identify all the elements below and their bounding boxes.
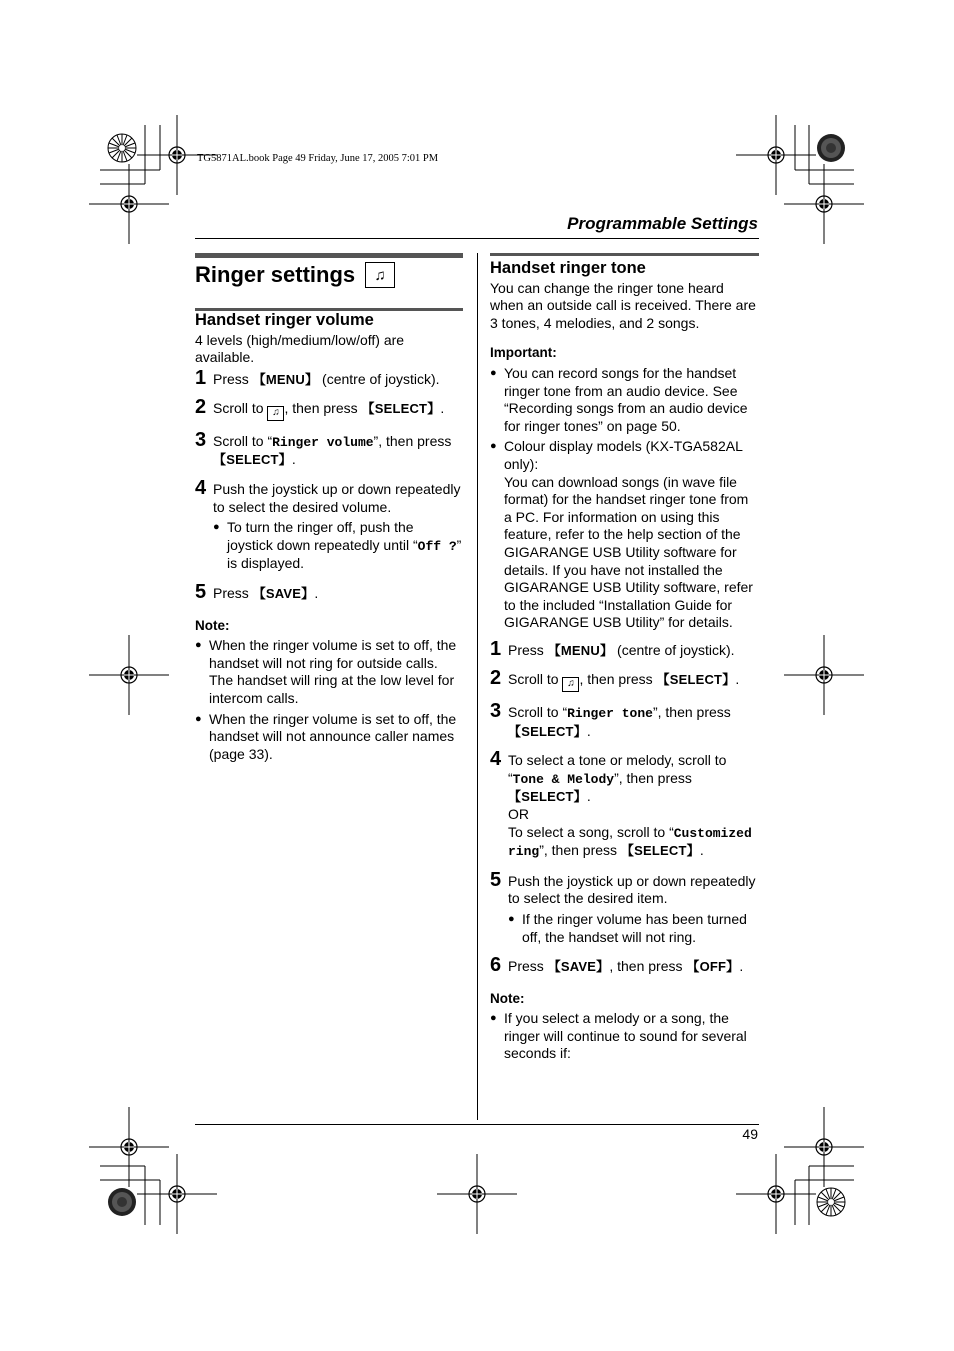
list-item: ● You can record songs for the handset ringer tone from an audio device. See “Recording songs from an audio device for ringer tones” on page 50.	[490, 364, 748, 434]
volume-step-1: 1 Press 【MENU】 (centre of joystick).	[195, 366, 440, 389]
tone-step-6: 6 Press 【SAVE】, then press 【OFF】.	[490, 954, 744, 977]
bullet-icon: ●	[490, 366, 497, 379]
bullet-icon: ●	[508, 912, 515, 925]
volume-step-5: 5 Press 【SAVE】.	[195, 581, 319, 604]
tone-step-5: 5 Push the joystick up or down repeatedly to select the desired item. ● If the ringer volume has been turned off, the handset will not ring.	[490, 873, 759, 946]
left-top-bar	[195, 253, 463, 258]
footer-rule	[195, 1124, 759, 1125]
page-title-text: Ringer settings	[195, 262, 356, 288]
important-label: Important:	[490, 345, 557, 361]
ringer-icon: ♫	[562, 677, 579, 692]
tone-step-2: 2 Scroll to ♫ , then press 【SELECT】.	[490, 671, 759, 692]
volume-note-label: Note:	[195, 617, 230, 633]
tone-step-1: 1 Press 【MENU】 (centre of joystick).	[490, 637, 735, 660]
ringer-icon: ♫	[365, 262, 395, 288]
volume-heading: Handset ringer volume	[195, 311, 374, 329]
right-column	[490, 260, 759, 1063]
tone-intro: You can change the ringer tone heard when an outside call is received. There are 3 tones, 4 melodies, and 2 songs.	[490, 279, 756, 331]
tone-note-label: Note:	[490, 990, 525, 1006]
tone-step-4: 4 To select a tone or melody, scroll to “Tone & Melody”, then press 【SELECT】. OR To select a song, scroll to “Customized ring”, then press 【SELECT】.	[490, 748, 752, 860]
page-number: 49	[742, 1126, 758, 1142]
tone-step-3: 3 Scroll to “Ringer tone”, then press 【SELECT】.	[490, 699, 731, 739]
volume-step-3: 3 Scroll to “Ringer volume”, then press 【SELECT】.	[195, 428, 452, 468]
bullet-icon: ●	[195, 639, 202, 652]
ringer-icon: ♫	[267, 406, 284, 421]
section-title: Programmable Settings	[567, 214, 758, 233]
bullet-icon: ●	[490, 440, 497, 453]
header-rule	[195, 238, 759, 239]
list-item: ● When the ringer volume is set to off, the handset will not announce caller names (page 33).	[195, 710, 457, 762]
file-info: TG5871AL.book Page 49 Friday, June 17, 2005 7:01 PM	[197, 153, 439, 164]
list-item: ● If you select a melody or a song, the ringer will continue to sound for several seconds if:	[490, 1010, 747, 1062]
list-item: ● When the ringer volume is set to off, the handset will not ring for outside calls. The handset will ring at the low level for intercom calls.	[195, 637, 457, 706]
left-column	[195, 262, 463, 763]
bullet-icon: ●	[490, 1012, 497, 1025]
list-item: ● Colour display models (KX-TGA582AL only): You can download songs (in wave file format) for the handset ringer tone from a PC. For information on using this feature, refer to the help section of the GIGARANGE USB Utility software for details. If you have not installed the GIGARANGE USB Utility software, refer to the included “Installation Guide for GIGARANGE USB Utility” for details.	[490, 438, 753, 631]
page-title	[195, 262, 463, 288]
list-item: ● If the ringer volume has been turned off, the handset will not ring.	[508, 910, 747, 945]
volume-step-2: 2 Scroll to ♫ , then press 【SELECT】.	[195, 400, 463, 421]
volume-step-4: 4 Push the joystick up or down repeatedly to select the desired volume. ● To turn the ringer off, push the joystick down repeatedly until “Off ?” is displayed.	[195, 477, 462, 572]
list-item: ● To turn the ringer off, push the joystick down repeatedly until “Off ?” is displayed.	[213, 519, 462, 572]
volume-intro: 4 levels (high/medium/low/off) are available.	[195, 331, 405, 366]
bullet-icon: ●	[195, 712, 202, 725]
right-top-bar	[490, 253, 759, 256]
column-divider	[477, 253, 478, 1120]
bullet-icon: ●	[213, 521, 220, 534]
tone-heading: Handset ringer tone	[490, 259, 646, 277]
